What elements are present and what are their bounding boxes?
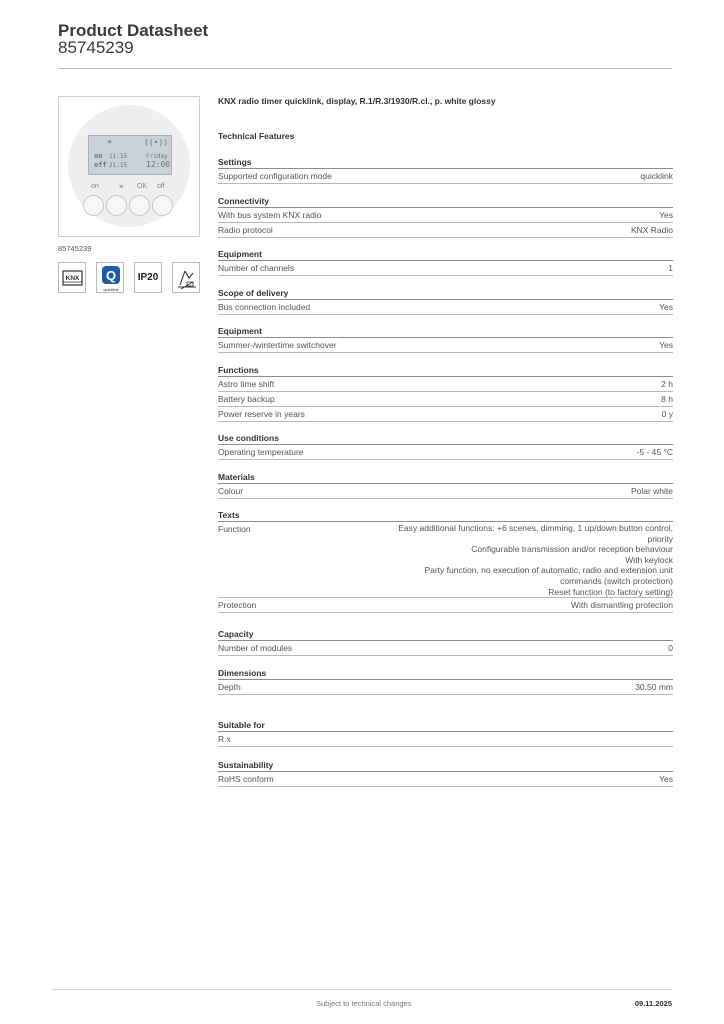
- row-value: quicklink: [640, 171, 673, 181]
- row-value: KNX Radio: [630, 225, 673, 235]
- row-label: Power reserve in years: [218, 409, 305, 419]
- quicklink-badge: [96, 262, 124, 293]
- section-title: Equipment: [218, 325, 673, 338]
- button-label-ok: OK: [137, 183, 148, 190]
- section-title: Suitable for: [218, 719, 673, 732]
- section-title: Scope of delivery: [218, 287, 673, 300]
- function-line: Configurable transmission and/or reception behaviour: [471, 544, 673, 555]
- display-clock: 12:00: [146, 160, 171, 169]
- table-row: [218, 772, 673, 787]
- article-number: 85745239: [58, 38, 134, 57]
- image-caption: 85745239: [58, 244, 92, 253]
- table-row: [218, 377, 673, 392]
- section-title: Equipment: [218, 248, 673, 261]
- table-row: [218, 732, 673, 747]
- section-title: Use conditions: [218, 432, 673, 445]
- row-value: -5 - 45 °C: [636, 447, 673, 457]
- table-row: [218, 641, 673, 656]
- section-title: Settings: [218, 156, 673, 169]
- table-row: [218, 484, 673, 499]
- ip20-badge: IP20: [134, 262, 162, 293]
- product-image: [58, 96, 200, 237]
- header-divider: [58, 68, 672, 69]
- section-connectivity: [218, 195, 673, 238]
- section-title: Materials: [218, 471, 673, 484]
- device-button-1: [83, 195, 104, 216]
- footer-note: Subject to technical changes: [316, 999, 412, 1008]
- table-row: [218, 223, 673, 238]
- product-name: KNX radio timer quicklink, display, R.1/R.3/1930/R.cl., p. white glossy: [218, 96, 496, 106]
- section-scope-of-delivery: [218, 287, 673, 315]
- row-label: Bus connection included: [218, 302, 311, 312]
- device-button-3: [129, 195, 150, 216]
- row-value: Yes: [659, 340, 673, 350]
- row-label: Number of channels: [218, 263, 295, 273]
- section-equipment: [218, 248, 673, 276]
- table-row: [218, 169, 673, 184]
- table-row: [218, 598, 673, 613]
- knx-badge: [58, 262, 86, 293]
- row-value: 1: [668, 263, 673, 273]
- sun-icon: ☀: [107, 138, 113, 148]
- row-value: Yes: [659, 210, 673, 220]
- row-value: 0: [668, 643, 673, 653]
- function-line: commands (switch protection): [560, 575, 673, 586]
- section-dimensions: [218, 667, 673, 695]
- row-label: Function: [218, 524, 251, 534]
- svg-text:Q: Q: [105, 268, 117, 283]
- row-value: Yes: [659, 774, 673, 784]
- section-suitable-for: [218, 719, 673, 747]
- section-title: Texts: [218, 509, 673, 522]
- section-use-conditions: [218, 432, 673, 460]
- table-row: [218, 445, 673, 460]
- table-row: [218, 407, 673, 422]
- section-settings: [218, 156, 673, 184]
- display-time-on: 11:15: [109, 153, 128, 160]
- section-title: Dimensions: [218, 667, 673, 680]
- row-label: With bus system KNX radio: [218, 210, 322, 220]
- section-capacity: [218, 628, 673, 656]
- knx-badge-text: KNX: [65, 275, 80, 282]
- device-display: [88, 135, 172, 175]
- row-value: Polar white: [630, 486, 673, 496]
- row-value: 30.50 mm: [635, 682, 673, 692]
- section-title: Functions: [218, 364, 673, 377]
- button-label-off: off: [157, 183, 165, 190]
- row-label: Operating temperature: [218, 447, 304, 457]
- quicklink-badge-text: quicklink: [103, 287, 119, 292]
- technical-features-title: Technical Features: [218, 131, 295, 141]
- radio-icon: ((•)): [144, 138, 169, 147]
- section-equipment-2: [218, 325, 673, 353]
- section-title: Capacity: [218, 628, 673, 641]
- table-row: [218, 392, 673, 407]
- display-time-off: 21:15: [109, 162, 128, 169]
- row-label: Radio protocol: [218, 225, 273, 235]
- display-day: Friday: [146, 153, 168, 160]
- section-materials: [218, 471, 673, 499]
- footer-divider: [52, 989, 672, 990]
- device-buttons: [83, 195, 183, 217]
- page-title: Product Datasheet: [58, 21, 209, 40]
- row-value: 2 h: [661, 379, 673, 389]
- table-row: [218, 261, 673, 276]
- display-on: on: [94, 152, 103, 160]
- section-texts: [218, 509, 673, 613]
- display-off: off: [94, 161, 107, 169]
- row-value: Yes: [659, 302, 673, 312]
- table-row: [218, 208, 673, 223]
- row-label: R.x: [218, 734, 231, 744]
- row-label: Depth: [218, 682, 241, 692]
- row-label: Supported configuration mode: [218, 171, 332, 181]
- button-label-on: on: [91, 183, 99, 190]
- row-label: Number of modules: [218, 643, 293, 653]
- row-value: 8 h: [661, 394, 673, 404]
- row-value: 0 y: [661, 409, 673, 419]
- section-functions: [218, 364, 673, 422]
- section-title: Sustainability: [218, 759, 673, 772]
- row-label: RoHS conform: [218, 774, 274, 784]
- section-title: Connectivity: [218, 195, 673, 208]
- button-label-sun: ☀: [118, 184, 125, 191]
- device-button-2: [106, 195, 127, 216]
- row-label: Protection: [218, 600, 257, 611]
- installation-icon: [172, 262, 200, 293]
- function-line: Easy additional functions: +6 scenes, dimming, 1 up/down button control,: [398, 523, 673, 533]
- row-label: Colour: [218, 486, 244, 496]
- function-line: Reset function (to factory setting): [548, 586, 673, 597]
- table-row: [218, 338, 673, 353]
- row-value: With dismantling protection: [570, 600, 673, 611]
- table-row: [218, 680, 673, 695]
- function-line: Party function, no execution of automatic, radio and extension unit: [424, 565, 673, 576]
- function-line: priority: [647, 533, 673, 544]
- row-label: Astro time shift: [218, 379, 275, 389]
- table-row: [218, 522, 673, 598]
- row-label: Battery backup: [218, 394, 275, 404]
- table-row: [218, 300, 673, 315]
- row-label: Summer-/wintertime switchover: [218, 340, 337, 350]
- function-line: With keylock: [625, 554, 673, 565]
- row-value: [218, 523, 673, 597]
- section-sustainability: [218, 759, 673, 787]
- device-button-4: [152, 195, 173, 216]
- footer-date: 09.11.2025: [634, 999, 672, 1008]
